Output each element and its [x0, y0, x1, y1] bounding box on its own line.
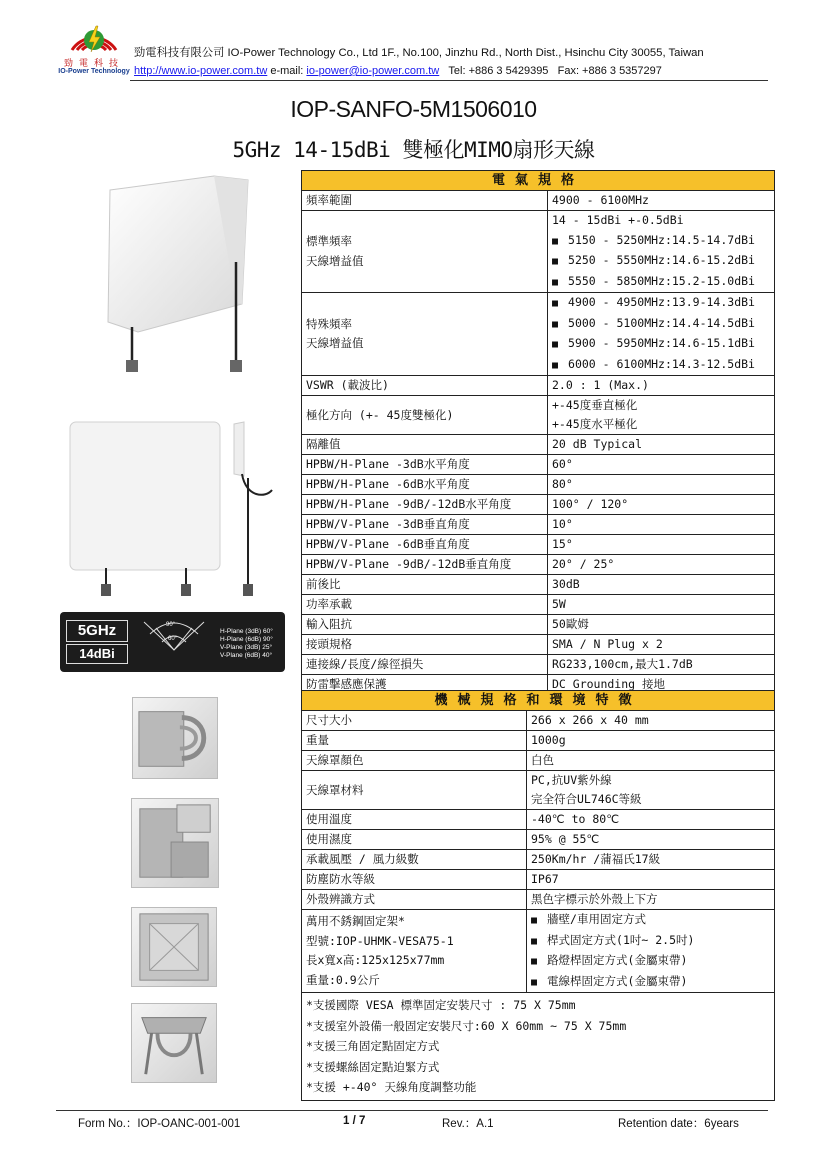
- spec-value: 15°: [548, 535, 775, 555]
- email-link[interactable]: io-power@io-power.com.tw: [306, 65, 440, 77]
- spec-value: 266 x 266 x 40 mm: [527, 711, 775, 731]
- spec-label: 防塵防水等級: [302, 870, 527, 890]
- spec-value: 10°: [548, 515, 775, 535]
- product-model-title: IOP-SANFO-5M1506010: [290, 96, 537, 122]
- email-label: e-mail:: [270, 65, 304, 77]
- spec-value-line: ■ 5550 - 5850MHz:15.2-15.0dBi: [552, 272, 770, 293]
- spec-value: [548, 293, 775, 376]
- spec-value: 黑色字標示於外殼上下方: [527, 890, 775, 910]
- badge-angle-1: 90°: [166, 622, 176, 628]
- spec-value: [548, 211, 775, 293]
- spec-value-line: ■ 電線桿固定方式(金屬束帶): [531, 972, 770, 993]
- spec-label: 防雷擊感應保護: [302, 675, 548, 695]
- mechanical-header: 機械規格和環境特徵: [302, 691, 775, 711]
- spec-value-line: ■ 6000 - 6100MHz:14.3-12.5dBi: [552, 355, 770, 376]
- header-divider: [130, 80, 768, 81]
- note-line: *支援三角固定點固定方式: [306, 1039, 440, 1053]
- badge-line: V-Plane (3dB) 25°: [220, 644, 273, 651]
- spec-value: 50歐姆: [548, 615, 775, 635]
- spec-value: 100° / 120°: [548, 495, 775, 515]
- spec-label: 重量: [302, 731, 527, 751]
- spec-value: DC Grounding 接地: [548, 675, 775, 695]
- company-address: 勁電科技有限公司 IO-Power Technology Co., Ltd 1F., No.100, Jinzhu Rd., North Dist., Hsinchu City 30055, Taiwan: [134, 47, 704, 59]
- spec-value: [548, 396, 775, 435]
- spec-label: 輸入阻抗: [302, 615, 548, 635]
- note-line: *支援室外設備一般固定安裝尺寸:60 X 60mm ~ 75 X 75mm: [306, 1018, 627, 1033]
- spec-value-line: ■ 5900 - 5950MHz:14.6-15.1dBi: [552, 334, 770, 355]
- website-link[interactable]: http://www.io-power.com.tw: [134, 65, 268, 77]
- spec-label-line: 萬用不銹鋼固定架*: [306, 914, 405, 928]
- mounting-notes: [302, 993, 775, 1101]
- logo-chinese-text: 勁電科技: [63, 59, 124, 69]
- note-line: *支援 +-40° 天線角度調整功能: [306, 1080, 477, 1094]
- spec-value-line: ■ 5250 - 5550MHz:14.6-15.2dBi: [552, 251, 770, 272]
- spec-value: 250Km/hr /蒲福氏17級: [527, 850, 775, 870]
- spec-label-line: 型號:IOP-UHMK-VESA75-1: [306, 933, 454, 948]
- spec-value: 95% @ 55℃: [527, 830, 775, 850]
- spec-label-line: 長x寬x高:125x125x77mm: [306, 953, 445, 967]
- mechanical-spec-table: [301, 690, 775, 1101]
- spec-value: 5W: [548, 595, 775, 615]
- spec-value: -40℃ to 80℃: [527, 810, 775, 830]
- spec-value: SMA / N Plug x 2: [548, 635, 775, 655]
- bracket-photo-2: [131, 798, 219, 888]
- spec-value: 4900 - 6100MHz: [548, 191, 775, 211]
- spec-value-line: PC,抗UV紫外線: [531, 773, 612, 787]
- spec-value-line: ■ 5000 - 5100MHz:14.4-14.5dBi: [552, 314, 770, 335]
- spec-value: 60°: [548, 455, 775, 475]
- spec-label: 隔離值: [302, 435, 548, 455]
- bracket-photo-4: [131, 1003, 217, 1083]
- phone-number: Tel: +886 3 5429395: [448, 65, 549, 77]
- spec-label: HPBW/V-Plane -9dB/-12dB垂直角度: [302, 555, 548, 575]
- spec-value: 20 dB Typical: [548, 435, 775, 455]
- electrical-spec-table: [301, 170, 775, 695]
- spec-value: 20° / 25°: [548, 555, 775, 575]
- spec-value: 80°: [548, 475, 775, 495]
- badge-band: 5GHz: [66, 620, 128, 642]
- spec-label: 外殼辨識方式: [302, 890, 527, 910]
- footer-divider: [56, 1110, 768, 1111]
- spec-label: [302, 211, 548, 293]
- badge-gain: 14dBi: [66, 644, 128, 664]
- note-line: *支援國際 VESA 標準固定安裝尺寸 : 75 X 75mm: [306, 998, 576, 1012]
- spec-value-line: 14 - 15dBi +-0.5dBi: [552, 213, 684, 227]
- spec-value: [527, 771, 775, 810]
- spec-label: 連接線/長度/線徑損失: [302, 655, 548, 675]
- spec-value: 1000g: [527, 731, 775, 751]
- spec-label: 極化方向 (+- 45度雙極化): [302, 396, 548, 435]
- electrical-header: 電氣規格: [302, 171, 775, 191]
- spec-label: 承載風壓 / 風力級數: [302, 850, 527, 870]
- spec-label-line: 天線增益值: [306, 253, 364, 268]
- spec-label: HPBW/V-Plane -6dB垂直角度: [302, 535, 548, 555]
- spec-value-line: 完全符合UL746C等級: [531, 792, 642, 806]
- spec-value: 白色: [527, 751, 775, 771]
- spec-label: 使用濕度: [302, 830, 527, 850]
- spec-label: VSWR (載波比): [302, 376, 548, 396]
- badge-specs: [220, 628, 273, 660]
- badge-line: H-Plane (6dB) 90°: [220, 636, 273, 643]
- bracket-spec-value: [527, 910, 775, 993]
- revision: Rev.：A.1: [442, 1118, 494, 1130]
- spec-value-line: +-45度水平極化: [552, 417, 638, 431]
- spec-label: 尺寸大小: [302, 711, 527, 731]
- spec-value-line: ■ 5150 - 5250MHz:14.5-14.7dBi: [552, 231, 770, 252]
- antenna-front-photo: [102, 172, 252, 372]
- note-line: *支援螺絲固定點迫緊方式: [306, 1059, 440, 1074]
- product-subtitle: 5GHz 14-15dBi 雙極化MIMO扇形天線: [232, 138, 595, 162]
- logo-mark-icon: [64, 12, 124, 54]
- bracket-spec-label: [302, 910, 527, 993]
- contact-line: [134, 65, 662, 77]
- spec-label: 頻率範圍: [302, 191, 548, 211]
- spec-value-line: ■ 桿式固定方式(1吋~ 2.5吋): [531, 931, 770, 952]
- page-number: 1 / 7: [343, 1115, 366, 1127]
- fax-number: Fax: +886 3 5357297: [557, 65, 662, 77]
- spec-label: 功率承載: [302, 595, 548, 615]
- spec-label: HPBW/H-Plane -6dB水平角度: [302, 475, 548, 495]
- radiation-pattern-badge: [60, 612, 285, 672]
- spec-label-line: 特殊頻率: [306, 317, 352, 331]
- spec-label-line: 天線增益值: [306, 336, 364, 350]
- spec-label: 天線罩材料: [302, 771, 527, 810]
- spec-label: 接頭規格: [302, 635, 548, 655]
- spec-label: HPBW/V-Plane -3dB垂直角度: [302, 515, 548, 535]
- spec-label: 天線罩顏色: [302, 751, 527, 771]
- spec-value: 30dB: [548, 575, 775, 595]
- spec-value: IP67: [527, 870, 775, 890]
- spec-label: [302, 293, 548, 376]
- spec-label: 前後比: [302, 575, 548, 595]
- antenna-side-view-photo: [66, 418, 276, 596]
- spec-value: RG233,100cm,最大1.7dB: [548, 655, 775, 675]
- spec-label: HPBW/H-Plane -3dB水平角度: [302, 455, 548, 475]
- spec-label-line: 重量:0.9公斤: [306, 972, 380, 987]
- badge-line: V-Plane (6dB) 40°: [220, 652, 273, 659]
- spec-value-line: ■ 路燈桿固定方式(金屬束帶): [531, 951, 770, 972]
- spec-value: 2.0 : 1 (Max.): [548, 376, 775, 396]
- radiation-pattern-icon: [136, 616, 212, 668]
- badge-angle-2: 60°: [168, 636, 178, 642]
- company-logo: [56, 12, 132, 76]
- spec-value-line: ■ 4900 - 4950MHz:13.9-14.3dBi: [552, 293, 770, 314]
- spec-label: 使用溫度: [302, 810, 527, 830]
- spec-label: HPBW/H-Plane -9dB/-12dB水平角度: [302, 495, 548, 515]
- form-number: Form No.：IOP-OANC-001-001: [78, 1118, 241, 1130]
- bracket-photo-1: [132, 697, 218, 779]
- spec-value-line: +-45度垂直極化: [552, 398, 638, 412]
- retention-date: Retention date：6years: [618, 1118, 739, 1130]
- badge-line: H-Plane (3dB) 60°: [220, 628, 273, 635]
- spec-label-line: 標準頻率: [306, 234, 352, 248]
- logo-english-text: IO-Power Technology: [58, 68, 130, 75]
- bracket-photo-3: [131, 907, 217, 987]
- spec-value-line: ■ 牆壁/車用固定方式: [531, 910, 770, 931]
